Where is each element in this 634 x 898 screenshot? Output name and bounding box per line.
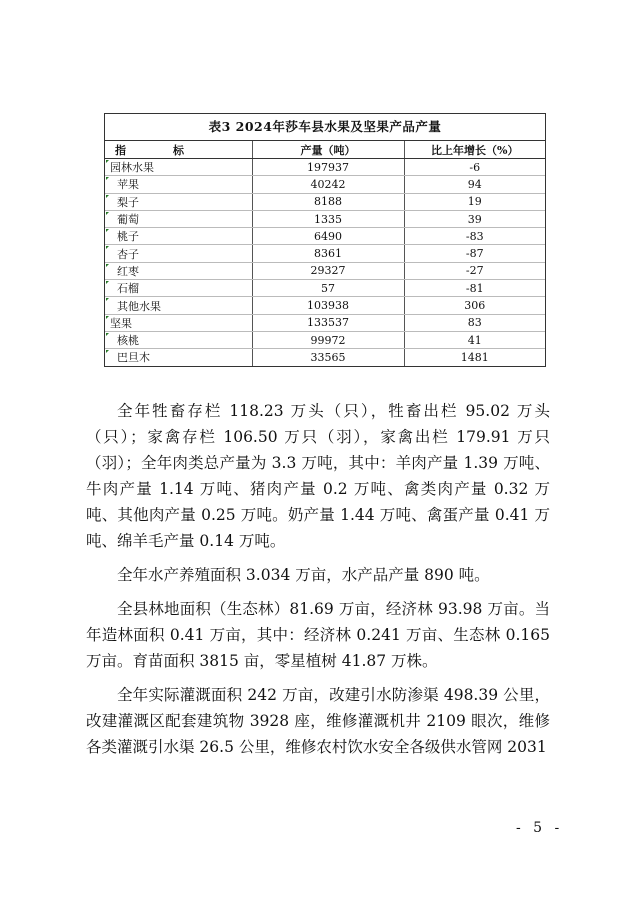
row-name: 杏子 (117, 247, 139, 261)
row-name-cell (105, 228, 252, 245)
row-output: 103938 (252, 297, 404, 314)
cell-marker-icon (106, 195, 109, 198)
table-title: 表3 2024年莎车县水果及坚果产品产量 (105, 114, 545, 141)
row-output: 57 (252, 280, 404, 297)
row-name: 石榴 (117, 282, 139, 296)
row-name: 核桃 (117, 334, 139, 348)
row-growth: -27 (404, 262, 545, 279)
table-row (105, 245, 545, 262)
cell-marker-icon (106, 264, 109, 267)
table-header-row (105, 141, 545, 159)
cell-marker-icon (106, 177, 109, 180)
cell-marker-icon (106, 212, 109, 215)
row-output: 40242 (252, 176, 404, 193)
row-growth: 94 (404, 176, 545, 193)
row-name: 梨子 (117, 195, 139, 209)
cell-marker-icon (106, 281, 109, 284)
cell-marker-icon (106, 246, 109, 249)
paragraph-livestock: 全年牲畜存栏 118.23 万头（只），牲畜出栏 95.02 万头（只）；家禽存栏 106.50 万只（羽），家禽出栏 179.91 万只（羽）；全年肉类总产量为 3.3 万吨，其中：羊肉产量 1.39 万吨、牛肉产量 1.14 万吨、猪肉产量 0.2 万吨、禽类肉产量 0.32 万吨、其他肉产量 0.25 万吨。奶产量 1.44 万吨、禽蛋产量 0.41 万吨、绵羊毛产量 0.14 万吨。 (86, 402, 550, 550)
cell-marker-icon (106, 333, 109, 336)
row-name: 葡萄 (117, 213, 139, 227)
row-growth: -83 (404, 228, 545, 245)
table-row (105, 349, 545, 366)
table-row (105, 193, 545, 210)
row-name-cell (105, 297, 252, 314)
row-name-cell (105, 331, 252, 348)
row-name-cell (105, 193, 252, 210)
row-output: 1335 (252, 210, 404, 227)
row-output: 29327 (252, 262, 404, 279)
page-number: - 5 - (516, 820, 564, 836)
row-name: 园林水果 (110, 161, 154, 175)
paragraph-aquatic: 全年水产养殖面积 3.034 万亩，水产品产量 890 吨。 (117, 566, 490, 584)
row-name: 桃子 (117, 230, 139, 244)
row-name: 红枣 (117, 264, 139, 278)
row-name-cell (105, 210, 252, 227)
table-row (105, 314, 545, 331)
table-row (105, 159, 545, 176)
table-row (105, 331, 545, 348)
row-output: 6490 (252, 228, 404, 245)
row-growth: -81 (404, 280, 545, 297)
row-output: 133537 (252, 314, 404, 331)
row-name-cell (105, 280, 252, 297)
row-output: 8361 (252, 245, 404, 262)
table-row (105, 228, 545, 245)
header-output: 产量（吨） (252, 141, 404, 159)
body-text (86, 398, 550, 760)
row-growth: -87 (404, 245, 545, 262)
row-growth: 19 (404, 193, 545, 210)
row-name-cell (105, 176, 252, 193)
paragraph-forest: 全县林地面积（生态林）81.69 万亩，经济林 93.98 万亩。当年造林面积 0.41 万亩，其中：经济林 0.241 万亩、生态林 0.165 万亩。育苗面积 3815 亩，零星植树 41.87 万株。 (86, 600, 550, 670)
row-growth: 1481 (460, 350, 489, 364)
row-name: 巴旦木 (117, 351, 150, 365)
row-name-cell (105, 349, 252, 366)
row-growth: 41 (404, 331, 545, 348)
row-name: 苹果 (117, 178, 139, 192)
table-row (105, 210, 545, 227)
cell-marker-icon (106, 229, 109, 232)
paragraph-irrigation: 全年实际灌溉面积 242 万亩，改建引水防渗渠 498.39 公里，改建灌溉区配套建筑物 3928 座，维修灌溉机井 2109 眼次，维修各类灌溉引水渠 26.5 公里，维修农村饮水安全各级供水管网 2031 (86, 686, 550, 756)
row-name: 坚果 (110, 316, 132, 330)
table-row (105, 280, 545, 297)
header-growth: 比上年增长（%） (404, 141, 545, 159)
row-growth: -6 (404, 159, 545, 176)
row-output: 197937 (252, 159, 404, 176)
table-row (105, 176, 545, 193)
row-output: 33565 (252, 349, 404, 366)
cell-marker-icon (106, 350, 109, 353)
cell-marker-icon (106, 316, 109, 319)
row-output: 99972 (252, 331, 404, 348)
row-output: 8188 (252, 193, 404, 210)
output-table (104, 113, 546, 367)
cell-marker-icon (106, 160, 109, 163)
cell-marker-icon (106, 298, 109, 301)
row-name-cell (105, 159, 252, 176)
row-growth: 39 (404, 210, 545, 227)
row-growth: 83 (404, 314, 545, 331)
row-name: 其他水果 (117, 299, 161, 313)
table-row (105, 262, 545, 279)
row-name-cell (105, 245, 252, 262)
row-name-cell (105, 314, 252, 331)
table-row (105, 297, 545, 314)
row-name-cell (105, 262, 252, 279)
row-growth: 306 (404, 297, 545, 314)
data-table (105, 141, 545, 366)
header-indicator: 指 标 (105, 141, 252, 159)
